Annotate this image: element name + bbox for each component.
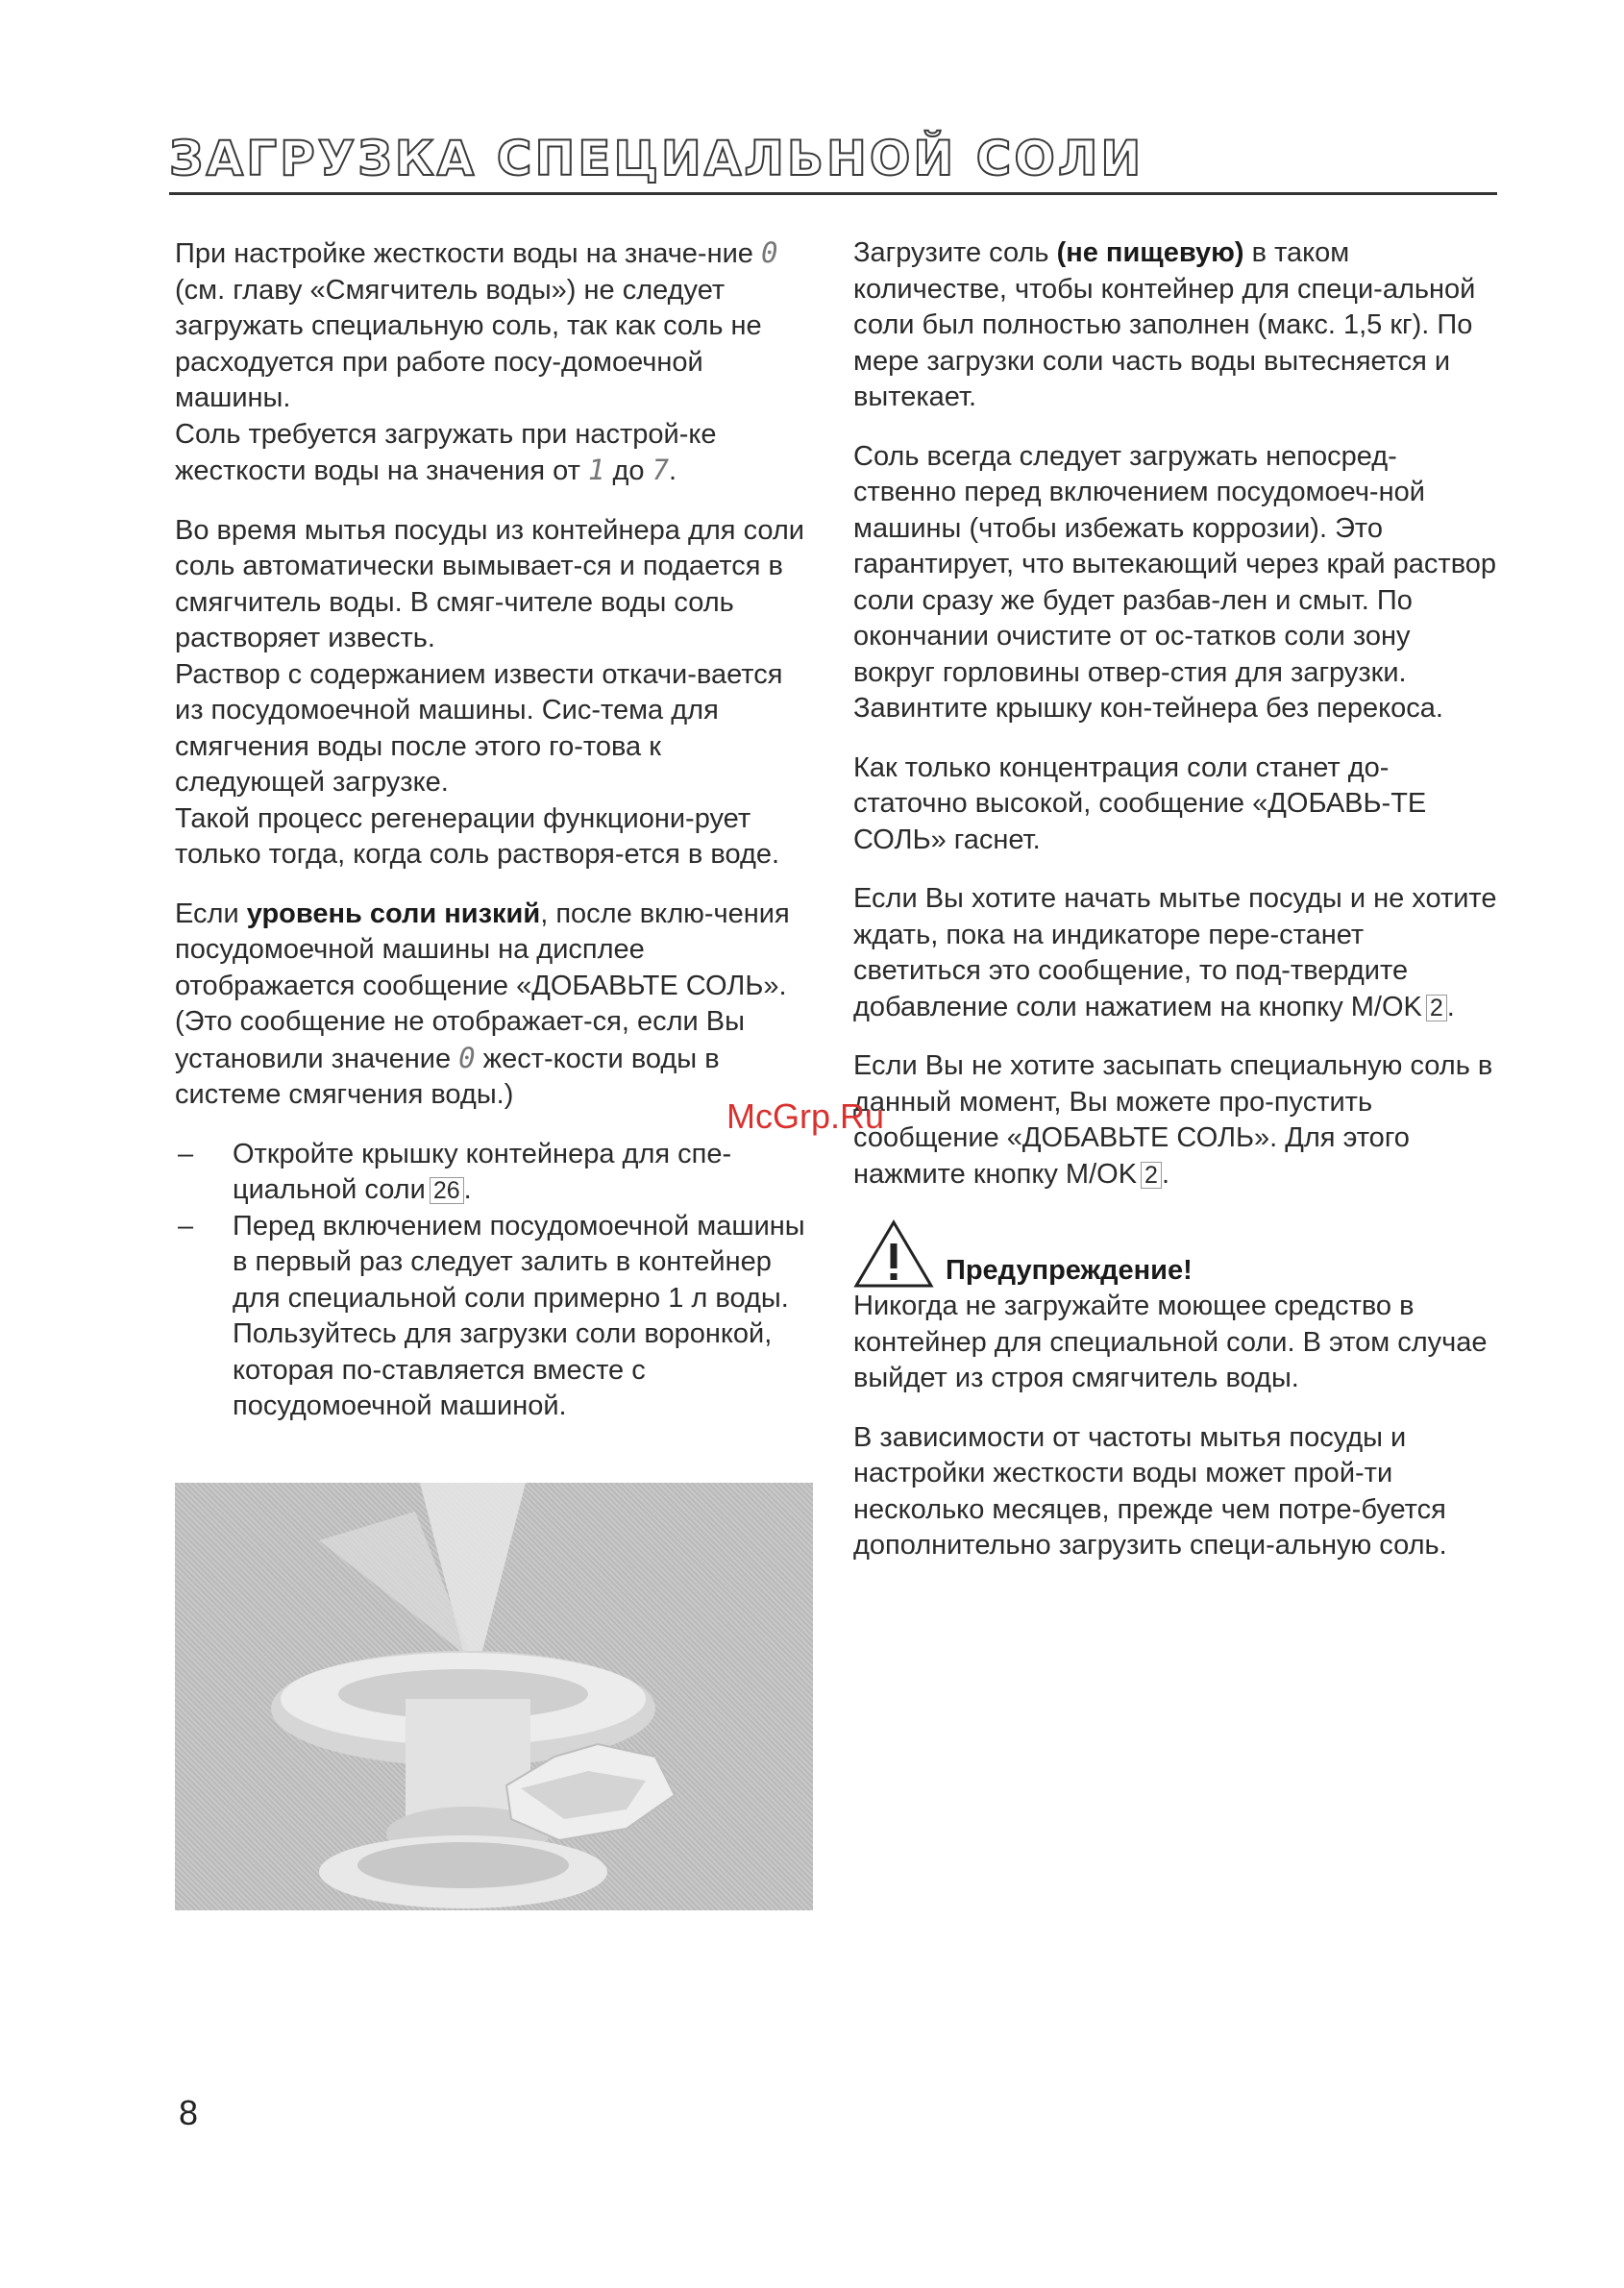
list-item: – Перед включением посудомоечной машины в первый раз следует залить в контейнер для специальной соли примерно 1 л воды. Пользуйтесь для загрузки соли воронкой, которая по-ставляется вместе с посудомоечной машиной. — [178, 1210, 805, 1421]
paragraph: Если Вы хотите начать мытье посуды и не хотите ждать, пока на индикаторе пере-станет светиться это сообщение, то под-твердите добавление соли нажатием на кнопку M/OK 2 . — [853, 883, 1497, 1022]
warning-heading — [853, 1219, 1497, 1289]
paragraph: Загрузите соль (не пищевую) в таком количестве, чтобы контейнер для специ-альной соли был полностью заполнен (макс. 1,5 кг). По мере загрузки соли часть воды вытесняется и вытекает. — [853, 237, 1476, 412]
reference-number: 2 — [1426, 995, 1447, 1021]
watermark: McGrp.Ru — [726, 1096, 885, 1136]
left-column — [175, 235, 809, 1425]
paragraph: Соль всегда следует загружать непосред-ственно перед включением посудомоеч-ной машины (чтобы избежать коррозии). Это гарантирует, что вытекающий через край раствор соли сразу же будет разбав-лен и смыт. По окончании очистите от ос-татков соли зону вокруг горловины отвер-стия для загрузки. Завинтите крышку кон-тейнера без перекоса. — [853, 440, 1497, 724]
list-item: – Откройте крышку контейнера для спе-циальной соли 26 . — [178, 1138, 732, 1205]
warning-title: Предупреждение! — [946, 1255, 1193, 1286]
reference-number: 26 — [430, 1177, 464, 1204]
paragraph: При настройке жесткости воды на значе-ние 0 (см. главу «Смягчитель воды») не следует загружать специальную соль, так как соль не расходуется при работе посу-домоечной машины. — [175, 236, 778, 413]
reference-number: 2 — [1141, 1162, 1162, 1189]
salt-funnel-illustration — [175, 1483, 813, 1910]
paragraph: Такой процесс регенерации функциони-рует только тогда, когда соль растворя-ется в воде. — [175, 802, 780, 870]
funnel-drawing — [175, 1483, 813, 1910]
paragraph: Соль требуется загружать при настрой-ке жесткости воды на значения от 1 до 7. — [175, 418, 717, 486]
page-number: 8 — [179, 2093, 199, 2132]
page-title: ЗАГРУЗКА СПЕЦИАЛЬНОЙ СОЛИ — [169, 131, 1144, 186]
paragraph: Раствор с содержанием извести откачи-вается из посудомоечной машины. Сис-тема для смягчения воды после этого го-това к следующей загрузке. — [175, 658, 783, 798]
paragraph: Во время мытья посуды из контейнера для соли соль автоматически вымывает-ся и подается в смягчитель воды. В смяг-чителе воды соль растворяет известь. — [175, 514, 805, 653]
paragraph: Если Вы не хотите засыпать специальную соль в данный момент, Вы можете про-пустить сообщение «ДОБАВЬТЕ СОЛЬ». Для этого нажмите кнопку M/OK 2 . — [853, 1050, 1493, 1190]
warning-text: Никогда не загружайте моющее средство в контейнер для специальной соли. В этом случае выйдет из строя смягчитель воды. — [853, 1291, 1488, 1393]
paragraph: Если уровень соли низкий, после вклю-чения посудомоечной машины на дисплее отображается сообщение «ДОБАВЬТЕ СОЛЬ». (Это сообщение не отображает-ся, если Вы установили значение 0 жест-кости воды в системе смягчения воды.) — [175, 898, 790, 1110]
warning-triangle-icon — [853, 1219, 934, 1289]
paragraph: В зависимости от частоты мытья посуды и настройки жесткости воды может прой-ти несколько месяцев, прежде чем потре-буется дополнительно загрузить специ-альную соль. — [853, 1421, 1447, 1561]
title-rule — [169, 192, 1497, 195]
paragraph: Как только концентрация соли станет до-статочно высокой, сообщение «ДОБАВЬ-ТЕ СОЛЬ» гаснет. — [853, 751, 1427, 855]
right-column — [853, 235, 1497, 1564]
